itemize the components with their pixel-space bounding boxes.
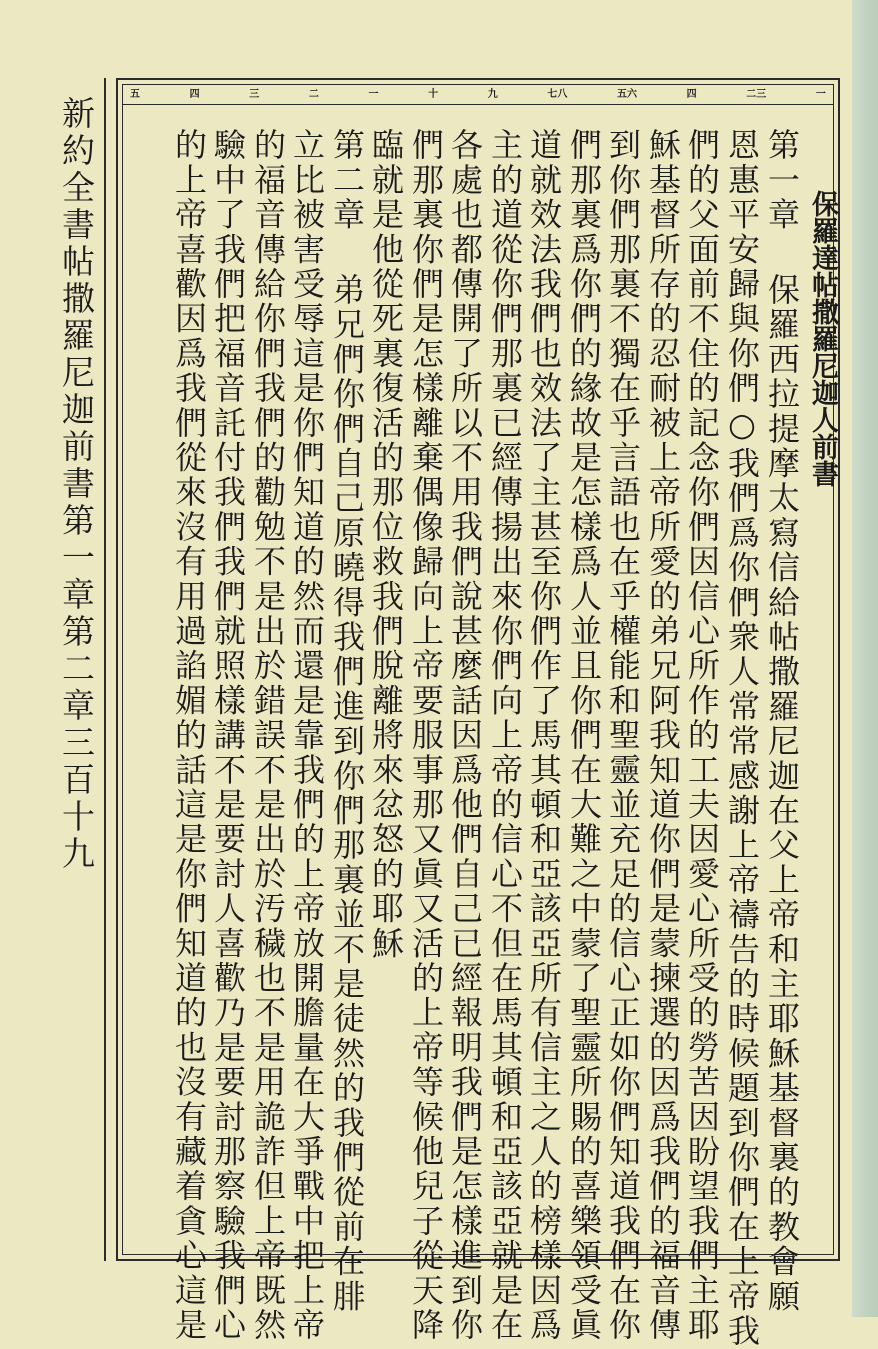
- text-column: 主的道從你們那裏已經傳揚出來你們向上帝的信心不但在馬其頓和亞該亞就是在: [486, 128, 524, 1343]
- text-column: 們的父面前不住的記念你們因信心所作的工夫因愛心所受的勞苦因盼望我們主耶: [683, 128, 721, 1343]
- text-column: 的福音傳給你們我們的勸勉不是出於錯誤不是出於汚穢也不是用詭詐但上帝既然: [249, 128, 287, 1343]
- ruler-mark: 三: [249, 89, 260, 100]
- running-head-chapter: 第一章: [57, 503, 96, 614]
- text-column: 們那裏爲你們的緣故是怎樣爲人並且你們在大難之中蒙了聖靈所賜的喜樂領受眞: [565, 128, 603, 1343]
- text-column: 的上帝喜歡因爲我們從來沒有用過諂媚的話這是你們知道的也沒有藏着貪心這是: [170, 128, 208, 1343]
- running-head: [56, 96, 96, 1276]
- running-head-epistle: 帖撒羅尼迦前書: [57, 244, 96, 503]
- ruler-mark: 五: [130, 89, 140, 100]
- running-head-book: 新約全書: [57, 96, 96, 244]
- verse-number-ruler: [124, 86, 832, 103]
- text-column: 臨就是他從死裏復活的那位救我們脫離將來忿怒的耶穌: [367, 128, 405, 961]
- margin-rule: [104, 78, 106, 1261]
- text-column: 第二章 弟兄們你們自己原曉得我們進到你們那裏並不是徒然的我們從前在腓: [328, 128, 366, 1314]
- ruler-mark: 四: [686, 89, 697, 100]
- ruler-mark: 一: [368, 89, 379, 100]
- text-column: 們那裏你們是怎樣離棄偶像歸向上帝要服事那又眞又活的上帝等候他兒子從天降: [407, 128, 445, 1343]
- ruler-mark: 五六: [617, 89, 637, 100]
- text-column: 道就效法我們也效法了主甚至你們作了馬其頓和亞該亞所有信主之人的榜樣因爲: [525, 128, 563, 1343]
- book-heading: 保羅達帖撒羅尼迦人前書: [807, 190, 838, 487]
- ruler-mark: 十: [428, 89, 439, 100]
- ruler-mark: 九: [487, 89, 498, 100]
- ruler-mark: 一: [815, 89, 826, 100]
- text-column: 到你們那裏不獨在乎言語也在乎權能和聖靈並充足的信心正如你們知道我們在你: [604, 128, 642, 1343]
- ruler-mark: 七八: [547, 89, 568, 100]
- text-column: 恩惠平安歸與你們○我們爲你們衆人常常感謝上帝禱告的時候題到你們在上帝我: [723, 128, 761, 1349]
- page-number: 三百十九: [57, 725, 96, 873]
- text-column: 立比被害受辱這是你們知道的然而還是靠我們的上帝放開膽量在大爭戰中把上帝: [288, 128, 326, 1343]
- ruler-mark: 二三: [746, 89, 767, 100]
- ruler-divider: [122, 104, 834, 105]
- text-column: 穌基督所存的忍耐被上帝所愛的弟兄阿我知道你們是蒙揀選的因爲我們的福音傳: [644, 128, 682, 1343]
- text-column: 第一章 保羅西拉提摩太寫信給帖撒羅尼迦在父上帝和主耶穌基督裏的教會願: [763, 128, 801, 1314]
- text-column: 驗中了我們把福音託付我們我們就照樣講不是要討人喜歡乃是要討那察驗我們心: [209, 128, 247, 1343]
- running-head-chapter: 第二章: [57, 614, 96, 725]
- ruler-mark: 四: [189, 89, 200, 100]
- text-column: 各處也都傳開了所以不用我們說甚麼話因爲他們自己已經報明我們是怎樣進到你: [446, 128, 484, 1343]
- ruler-mark: 二: [308, 89, 319, 100]
- page-edge-shadow: [852, 0, 878, 1317]
